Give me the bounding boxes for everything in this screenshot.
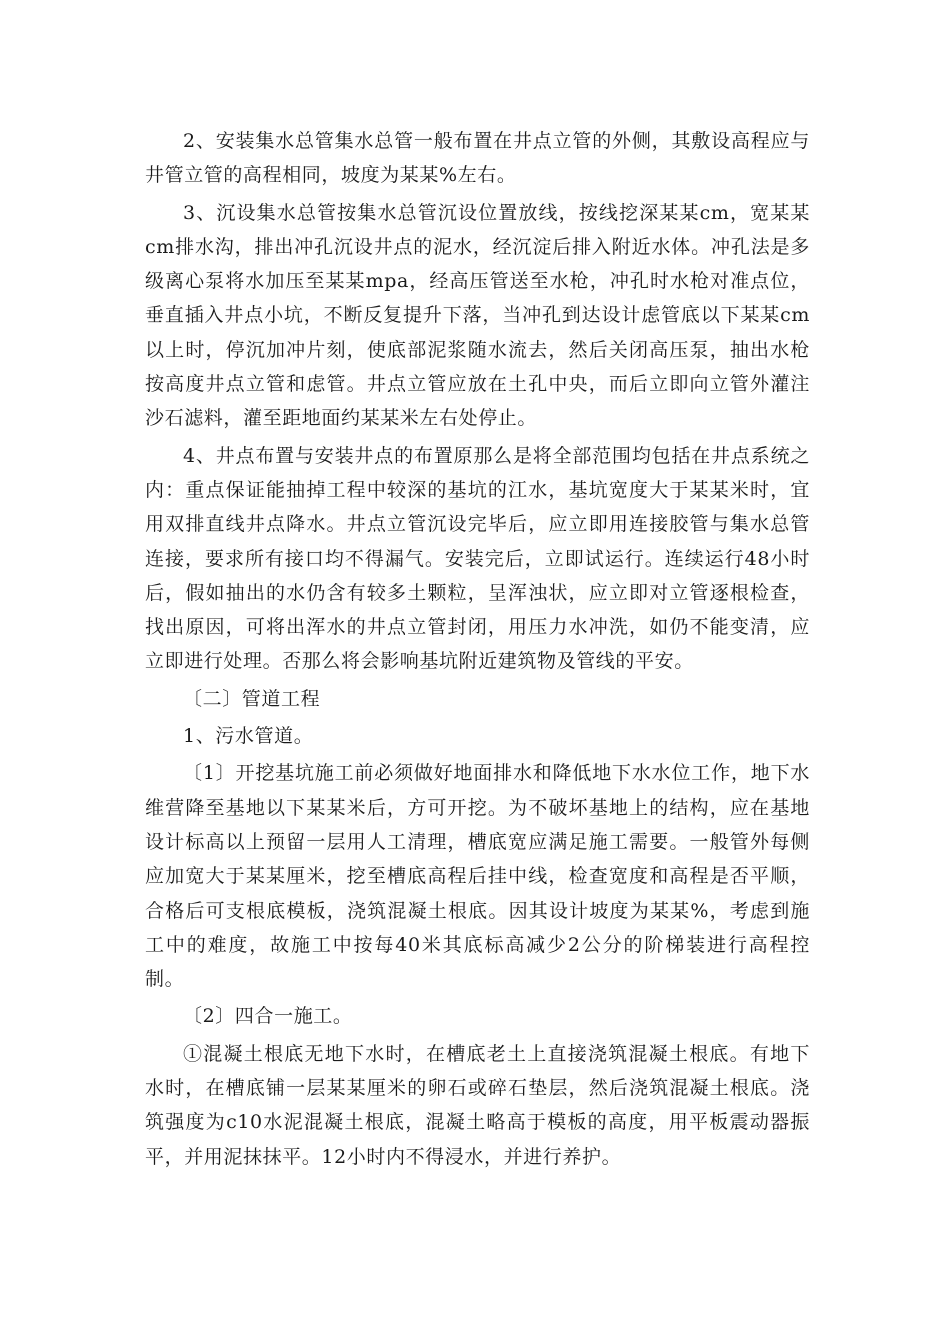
paragraph-excavation: 〔1〕开挖基坑施工前必须做好地面排水和降低地下水水位工作，地下水维营降至基地以下某某米后，方可开挖。为不破坏基地上的结构，应在基地设计标高以上预留一层用人工清理，槽底宽应满足施工需要。一般管外每侧应加宽大于某某厘米，挖至槽底高程后挂中线，检查宽度和高程是否平顺，合格后可支根底模板，浇筑混凝土根底。因其设计坡度为某某%，考虑到施工中的难度，故施工中按每40米其底标高减少2公分的阶梯装进行高程控制。	[145, 762, 810, 991]
subsection-heading-sewer-pipe: 1、污水管道。	[183, 725, 314, 748]
document-body	[145, 124, 810, 1177]
subsection-heading-four-in-one: 〔2〕四合一施工。	[183, 1005, 353, 1028]
paragraph-concrete-foundation: ①混凝土根底无地下水时，在槽底老土上直接浇筑混凝土根底。有地下水时，在槽底铺一层某某厘米的卵石或碎石垫层，然后浇筑混凝土根底。浇筑强度为c10水泥混凝土根底，混凝土略高于模板的高度，用平板震动器振平，并用泥抹抹平。12小时内不得浸水，并进行养护。	[145, 1042, 810, 1168]
paragraph-wellpoint-layout: 4、井点布置与安装井点的布置原那么是将全部范围均包括在井点系统之内：重点保证能抽掉工程中较深的基坑的江水，基坑宽度大于某某米时，宜用双排直线井点降水。井点立管沉设完毕后，应立即用连接胶管与集水总管连接，要求所有接口均不得漏气。安装完后，立即试运行。连续运行48小时后，假如抽出的水仍含有较多土颗粒，呈浑浊状，应立即对立管逐根检查，找出原因，可将出浑水的井点立管封闭，用压力水冲洗，如仍不能变清，应立即进行处理。否那么将会影响基坑附近建筑物及管线的平安。	[145, 444, 810, 673]
section-heading-pipeline-works: 〔二〕管道工程	[183, 687, 321, 710]
paragraph-sink-collector-pipe: 3、沉设集水总管按集水总管沉设位置放线，按线挖深某某cm，宽某某cm排水沟，排出冲孔沉设井点的泥水，经沉淀后排入附近水体。冲孔法是多级离心泵将水加压至某某mpa，经高压管送至水枪，冲孔时水枪对准点位，垂直插入井点小坑，不断反复提升下落，当冲孔到达设计虑管底以下某某cm以上时，停沉加冲片刻，使底部泥浆随水流去，然后关闭高压泵，抽出水枪按高度井点立管和虑管。井点立管应放在土孔中央，而后立即向立管外灌注沙石滤料，灌至距地面约某某米左右处停止。	[145, 201, 810, 430]
paragraph-collector-main-pipe: 2、安装集水总管集水总管一般布置在井点立管的外侧，其敷设高程应与井管立管的高程相同，坡度为某某%左右。	[145, 130, 810, 187]
